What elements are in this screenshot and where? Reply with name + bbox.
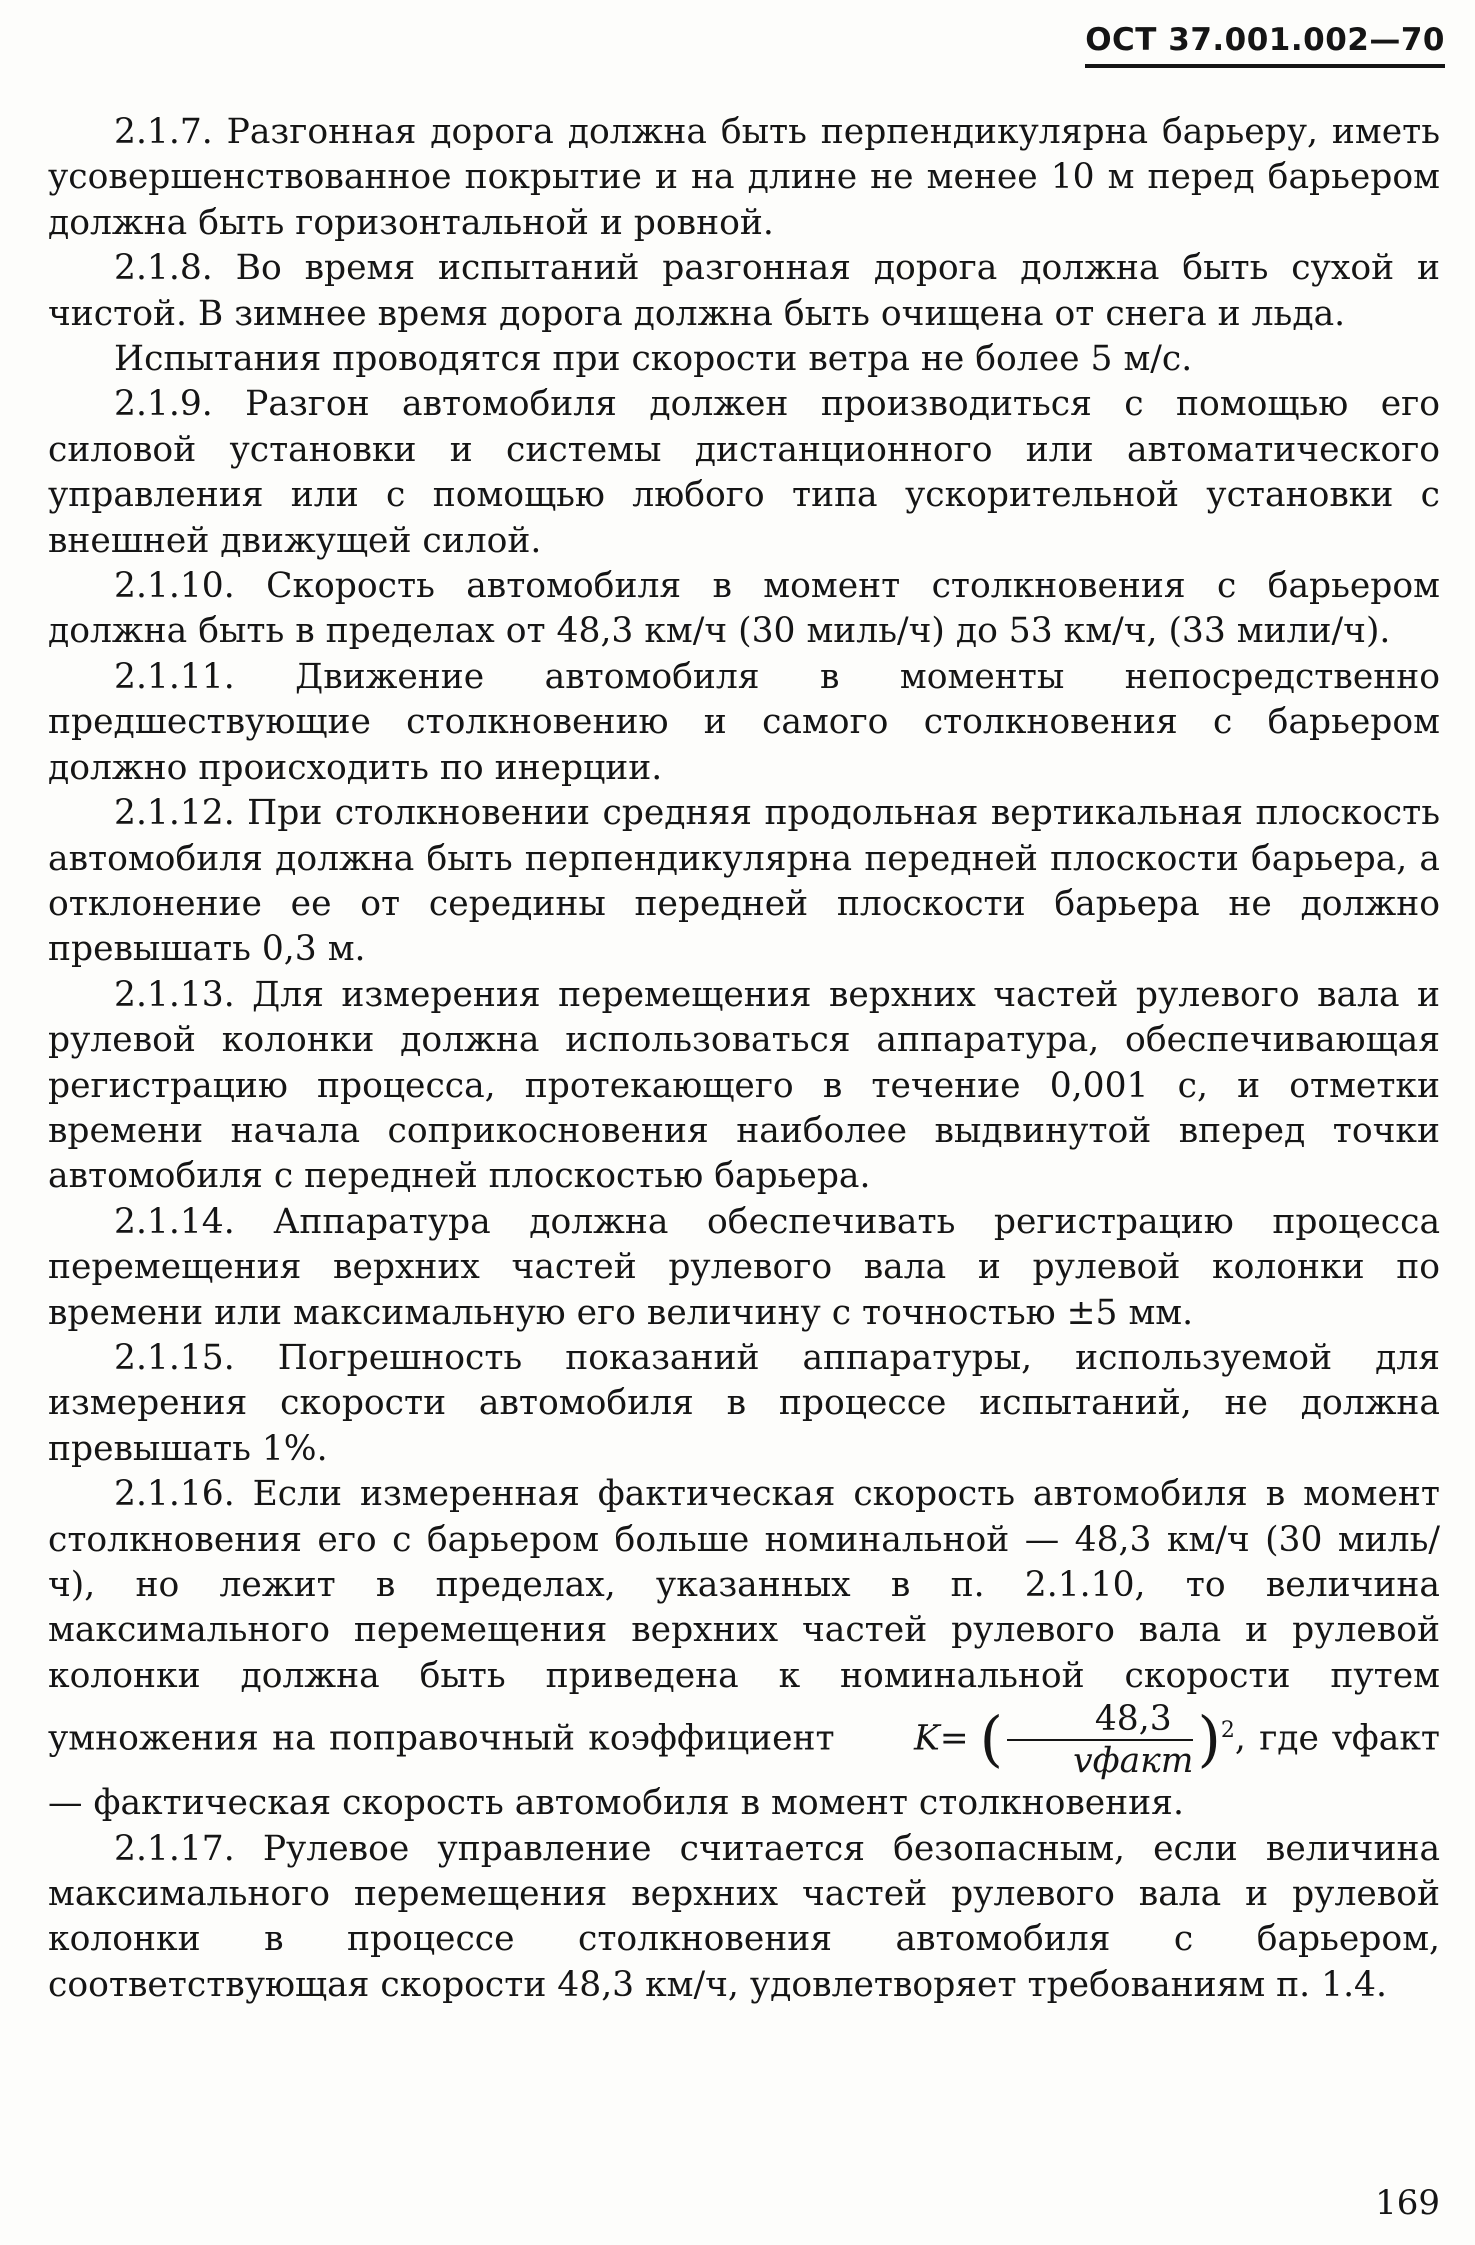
paragraph-number: 2.1.9.	[114, 384, 213, 425]
paragraph-2-1-10	[48, 564, 1440, 655]
paragraph-2-1-16	[48, 1472, 1440, 1826]
formula-symbol: K	[913, 1718, 940, 1759]
paragraph-text: Для измерения перемещения верхних частей рулевого вала и рулевой колонки должна использоваться аппаратура, обеспечивающая регистрацию процесса, протекающего в течение 0,001 с, и отметки времени начала соприкосновения наиболее выдвинутой вперед точки автомобиля с передней плоскостью барьера.	[48, 974, 1440, 1197]
paragraph-number: 2.1.16.	[114, 1474, 235, 1515]
paragraph-number: 2.1.12.	[114, 793, 235, 834]
paragraph-number: 2.1.13.	[114, 974, 235, 1015]
formula-fraction	[1007, 1699, 1193, 1781]
correction-coefficient-formula	[848, 1699, 1235, 1781]
formula-left-paren: (	[979, 1704, 1004, 1775]
paragraph-2-1-17	[48, 1827, 1440, 2009]
formula-equals: =	[939, 1718, 969, 1759]
paragraph-2-1-13	[48, 973, 1440, 1200]
formula-right-paren: )	[1197, 1704, 1221, 1775]
standard-code-header: ОСТ 37.001.002—70	[1085, 22, 1445, 68]
formula-numerator: 48,3	[1007, 1699, 1193, 1741]
paragraph-number: 2.1.17.	[114, 1828, 235, 1869]
paragraph-text: Испытания проводятся при скорости ветра не более 5 м/с.	[114, 339, 1193, 380]
paragraph-text: Аппаратура должна обеспечивать регистрацию процесса перемещения верхних частей рулевого вала и рулевой колонки по времени или максимальную его величину с точностью ±5 мм.	[48, 1201, 1441, 1333]
paragraph-text-after-formula: , где vфакт— фактическая скорость автомобиля в момент столкновения.	[48, 1718, 1441, 1824]
paragraph-number: 2.1.7.	[114, 112, 213, 152]
paragraph-text: Разгон автомобиля должен производиться с помощью его силовой установки и системы дистанционного или автоматического управления или с помощью любого типа ускорительной установки с внешней движущей силой.	[48, 384, 1440, 561]
formula-power: 2	[1220, 1718, 1235, 1744]
document-body	[48, 110, 1440, 2008]
paragraph-text: Разгонная дорога должна быть перпендикулярна барьеру, иметь усовершенствованное покрытие и на длине не менее 10 м перед барьером должна быть горизонтальной и ровной.	[48, 112, 1440, 243]
paragraph-text: Рулевое управление считается безопасным, если величина максимального перемещения верхних частей рулевого вала и рулевой колонки в процессе столкновения автомобиля с барьером, соответствующая скорости 48,3 км/ч, удовлетворяет требованиям п. 1.4.	[48, 1828, 1441, 2005]
paragraph-2-1-8	[48, 246, 1440, 337]
formula-denominator: vфакт	[1073, 1741, 1194, 1782]
paragraph-2-1-9	[48, 382, 1440, 564]
paragraph-2-1-14	[48, 1200, 1440, 1336]
paragraph-2-1-12	[48, 791, 1440, 973]
paragraph-text: Погрешность показаний аппаратуры, используемой для измерения скорости автомобиля в процессе испытаний, не должна превышать 1%.	[48, 1337, 1441, 1469]
paragraph-number: 2.1.10.	[114, 566, 235, 607]
paragraph-2-1-15	[48, 1336, 1440, 1472]
paragraph-text: Движение автомобиля в моменты непосредственно предшествующие столкновению и самого столкновения с барьером должно происходить по инерции.	[48, 656, 1440, 788]
paragraph-number: 2.1.11.	[114, 656, 235, 697]
paragraph-text: Во время испытаний разгонная дорога должна быть сухой и чистой. В зимнее время дорога должна быть очищена от снега и льда.	[48, 248, 1440, 334]
paragraph-2-1-7	[48, 110, 1440, 246]
paragraph-wind-speed	[48, 337, 1440, 382]
paragraph-number: 2.1.14.	[114, 1201, 235, 1242]
paragraph-2-1-11	[48, 655, 1440, 791]
paragraph-text: Скорость автомобиля в момент столкновения с барьером должна быть в пределах от 48,3 км/ч (30 миль/ч) до 53 км/ч, (33 мили/ч).	[48, 566, 1440, 652]
paragraph-text: Если измеренная фактическая скорость автомобиля в момент столкновения его с барьером больше номинальной — 48,3 км/ч (30 миль/ч), но лежит в пределах, указанных в п. 2.1.10, то величина максимального перемещения верхних частей рулевого вала и рулевой колонки должна быть приведена к номинальной скорости путем умножения на поправочный коэффициент	[48, 1474, 1441, 1759]
paragraph-number: 2.1.8.	[114, 248, 213, 289]
paragraph-text: При столкновении средняя продольная вертикальная плоскость автомобиля должна быть перпендикулярна передней плоскости барьера, а отклонение ее от середины передней плоскости барьера не должно превышать 0,3 м.	[48, 793, 1440, 970]
page-number: 169	[1375, 2183, 1440, 2223]
paragraph-number: 2.1.15.	[114, 1337, 235, 1378]
